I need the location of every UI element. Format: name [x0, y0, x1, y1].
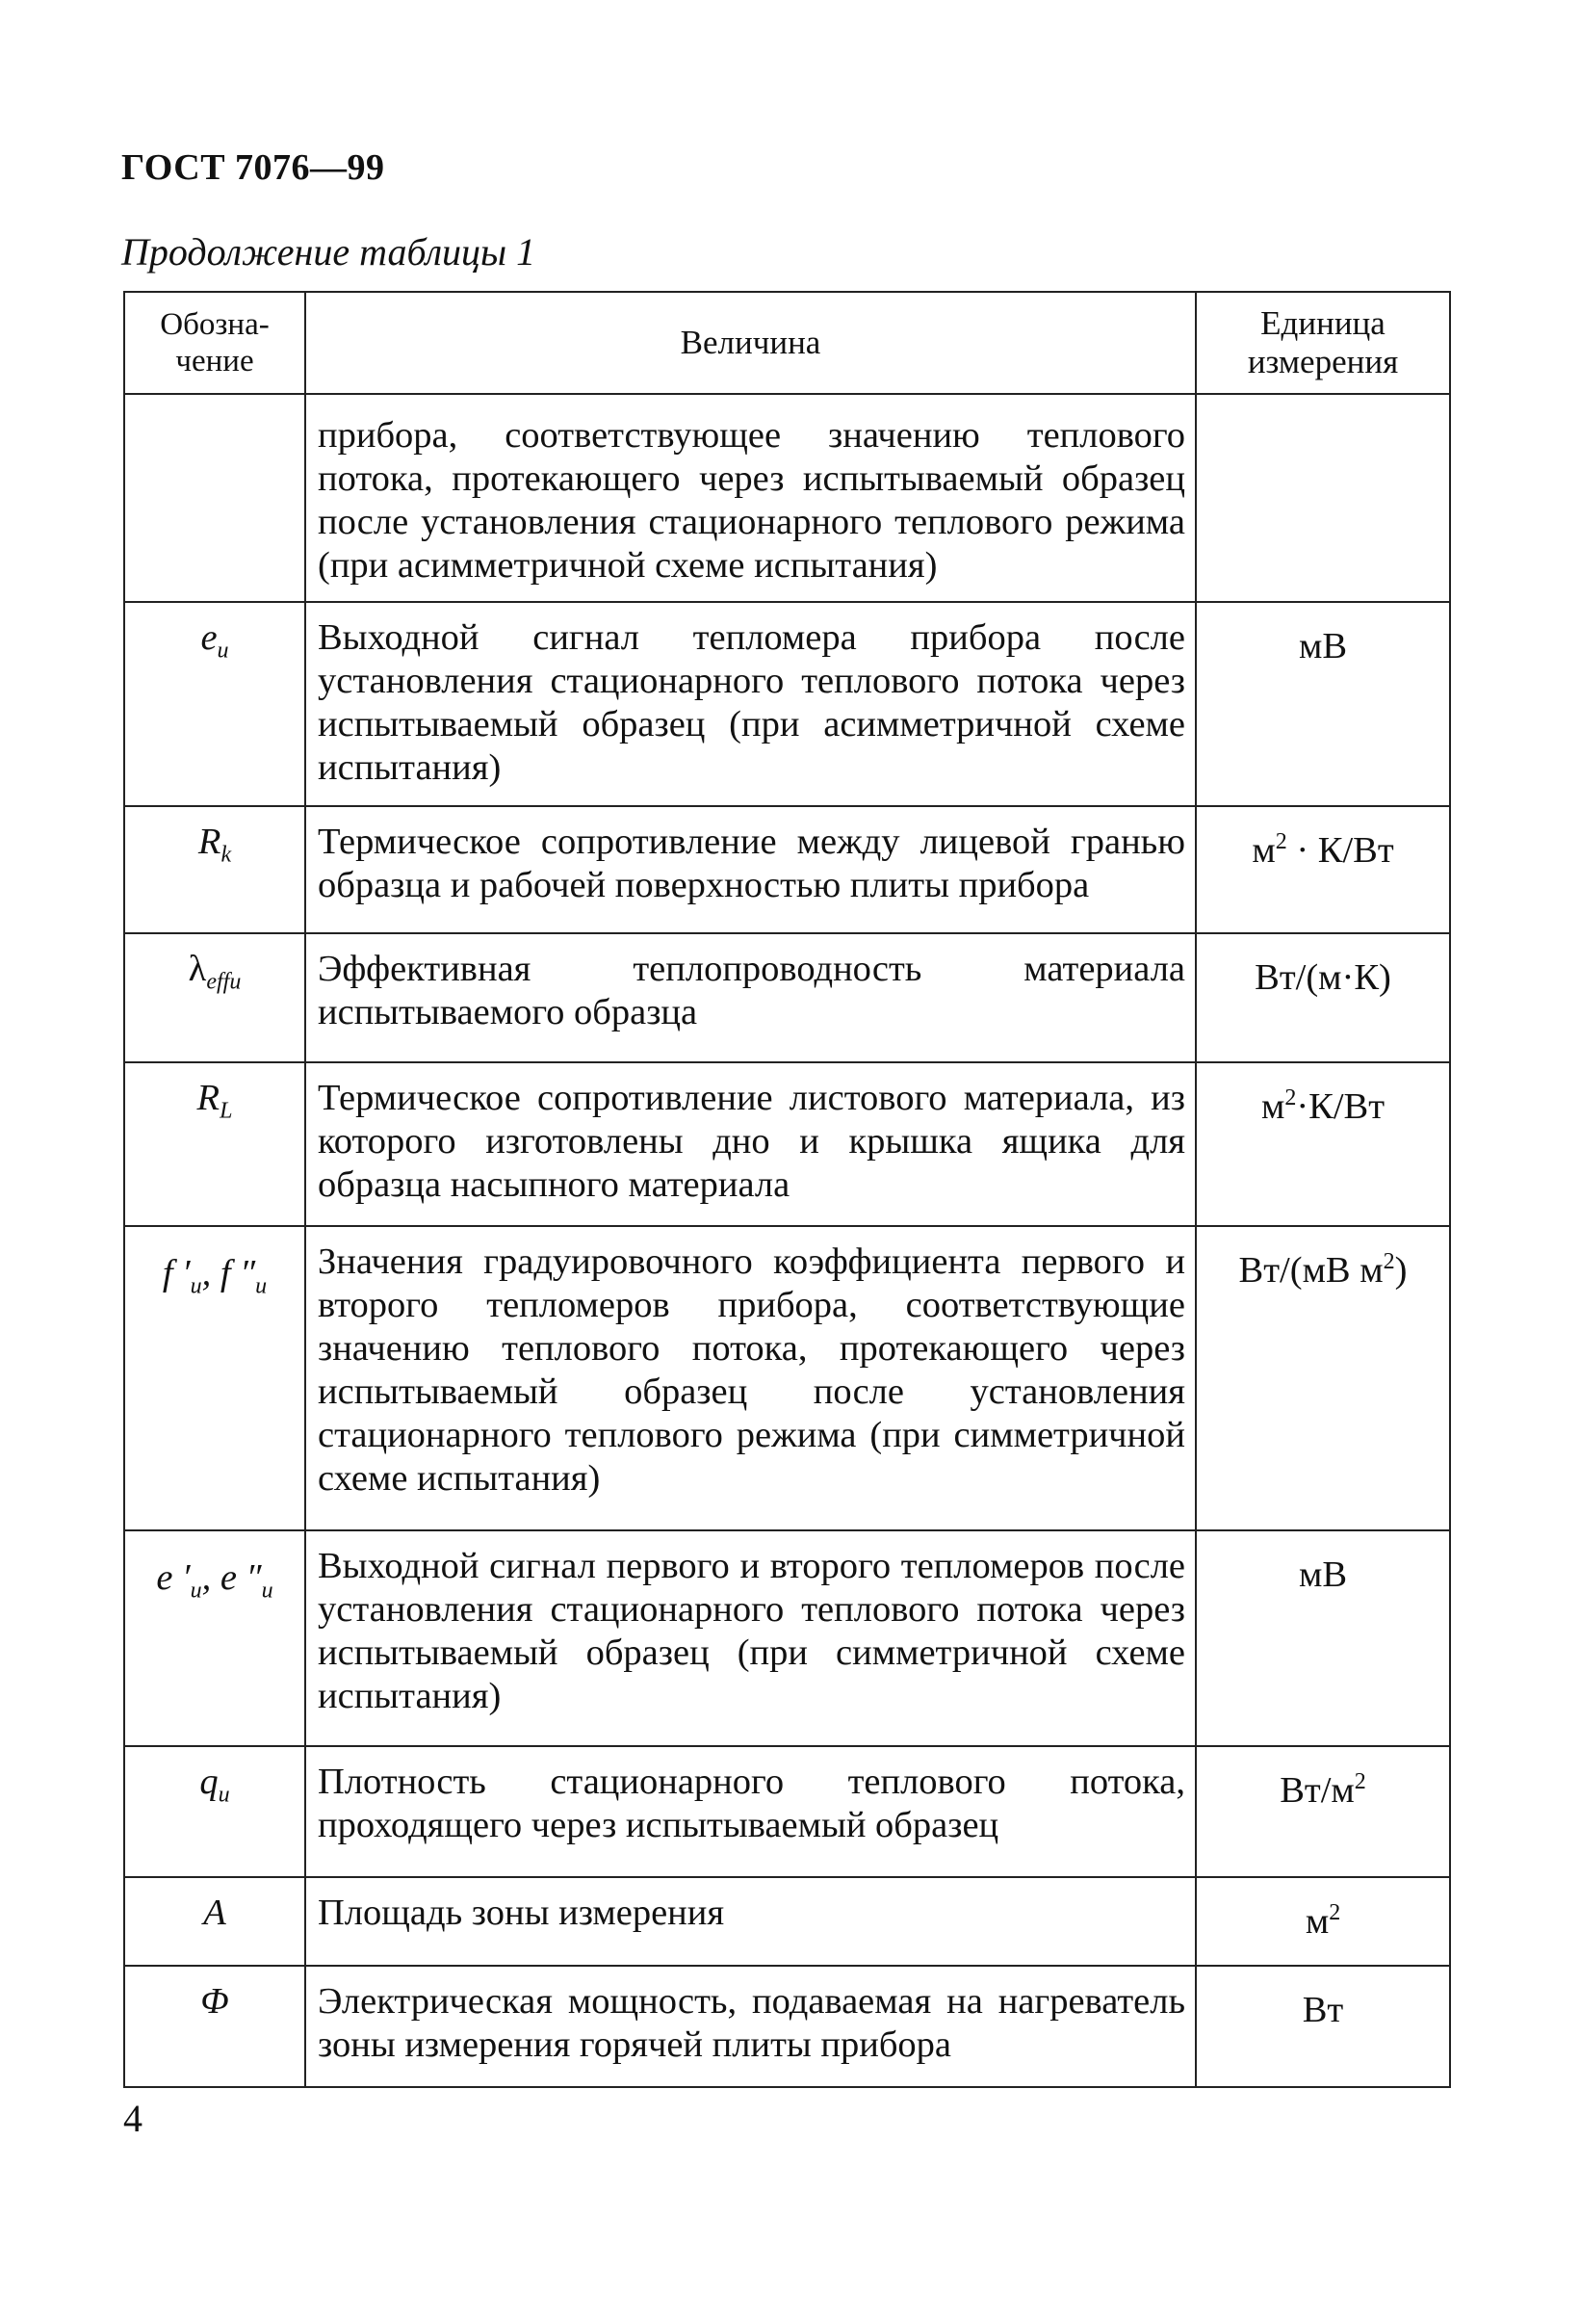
header-symbol: Обозна- чение [124, 292, 305, 394]
quantity-cell: Плотность стационарного теплового потока, проходящего через испытываемый образец [305, 1746, 1196, 1877]
unit-text: мВ [1298, 625, 1348, 666]
symbol-text: e ′ [156, 1557, 191, 1598]
unit-cell [1196, 1062, 1450, 1226]
symbol-subscript: effu [206, 969, 242, 995]
symbol-subscript: k [220, 842, 232, 868]
quantity-cell: Электрическая мощность, подаваемая на нагреватель зоны измерения горячей плиты прибора [305, 1966, 1196, 2087]
symbol-text: R [197, 822, 221, 862]
symbol-cell [124, 933, 305, 1062]
unit-text: м [1305, 1900, 1330, 1942]
page-number: 4 [123, 2097, 142, 2140]
unit-cell [1196, 933, 1450, 1062]
unit-cell [1196, 1877, 1450, 1966]
symbol-cell [124, 1530, 305, 1746]
table-row [124, 394, 1450, 602]
quantity-cell: Термическое сопротивление листового материала, из которого изготовлены дно и крышка ящика для образца насыпного материала [305, 1062, 1196, 1226]
unit-cell [1196, 1966, 1450, 2087]
symbol-subscript: u [218, 1782, 230, 1808]
symbol-cell [124, 806, 305, 933]
table-row [124, 806, 1450, 933]
table-header-row [124, 292, 1450, 394]
unit-tail: · К/Вт [1286, 829, 1394, 871]
unit-superscript: 2 [1354, 1769, 1366, 1794]
table-row [124, 933, 1450, 1062]
table-row [124, 1062, 1450, 1226]
table-row [124, 602, 1450, 806]
unit-cell [1196, 1746, 1450, 1877]
symbol-cell [124, 394, 305, 602]
symbol-second: , f ″ [201, 1253, 256, 1293]
symbol-text: Φ [200, 1981, 229, 2022]
symbol-cell [124, 1877, 305, 1966]
unit-superscript: 2 [1383, 1249, 1395, 1274]
symbol-second: , e ″ [201, 1557, 262, 1598]
unit-tail: ·К/Вт [1296, 1085, 1386, 1127]
symbol-cell [124, 1062, 305, 1226]
symbol-text: f ′ [162, 1253, 191, 1293]
unit-text: Вт [1302, 1989, 1344, 2030]
symbol-text: R [196, 1078, 220, 1118]
unit-cell [1196, 1530, 1450, 1746]
unit-superscript: 2 [1329, 1900, 1341, 1925]
unit-text: Вт/(м·К) [1255, 956, 1391, 998]
symbol-subscript: u [190, 1578, 202, 1604]
quantity-cell: прибора, соответствующее значению теплового потока, протекающего через испытываемый образец после установления стационарного теплового режима (при асимметричной схеме испытания) [305, 394, 1196, 602]
header-quantity: Величина [305, 292, 1196, 394]
symbol-second-subscript: u [255, 1273, 268, 1299]
quantity-cell: Выходной сигнал тепломера прибора после установления стационарного теплового потока через испытываемый образец (при асимметричной схеме испытания) [305, 602, 1196, 806]
unit-text: Вт/м [1280, 1769, 1355, 1811]
symbol-text: e [200, 617, 218, 658]
unit-cell [1196, 602, 1450, 806]
table-row [124, 1966, 1450, 2087]
unit-text: м [1260, 1085, 1285, 1127]
document-code: ГОСТ 7076—99 [121, 147, 385, 188]
symbol-subscript: L [220, 1098, 233, 1124]
symbol-second-subscript: u [261, 1578, 273, 1604]
quantity-cell: Выходной сигнал первого и второго тепломеров после установления стационарного теплового потока через испытываемый образец (при симметричной схеме испытания) [305, 1530, 1196, 1746]
unit-cell [1196, 1226, 1450, 1530]
table-row [124, 1877, 1450, 1966]
symbol-subscript: u [190, 1273, 202, 1299]
designations-table [123, 291, 1451, 2088]
table-row [124, 1746, 1450, 1877]
header-unit: Единица измерения [1196, 292, 1450, 394]
symbol-cell [124, 1966, 305, 2087]
unit-text: мВ [1298, 1554, 1348, 1595]
unit-cell [1196, 394, 1450, 602]
symbol-cell [124, 602, 305, 806]
symbol-cell [124, 1746, 305, 1877]
unit-text: м [1252, 829, 1276, 871]
unit-tail: ) [1394, 1249, 1408, 1291]
symbol-text: λ [188, 949, 207, 989]
unit-text: Вт/(мВ м [1238, 1249, 1384, 1291]
table-row [124, 1530, 1450, 1746]
unit-superscript: 2 [1275, 829, 1287, 854]
quantity-cell: Площадь зоны измерения [305, 1877, 1196, 1966]
symbol-subscript: u [217, 638, 229, 664]
symbol-cell [124, 1226, 305, 1530]
quantity-cell: Термическое сопротивление между лицевой гранью образца и рабочей поверхностью плиты прибора [305, 806, 1196, 933]
quantity-cell: Эффективная теплопроводность материала испытываемого образца [305, 933, 1196, 1062]
table-caption: Продолжение таблицы 1 [121, 230, 536, 274]
quantity-cell: Значения градуировочного коэффициента первого и второго тепломеров прибора, соответствующие значению теплового потока, протекающего через испытываемый образец после установления стационарного теплового режима (при симметричной схеме испытания) [305, 1226, 1196, 1530]
unit-superscript: 2 [1284, 1085, 1297, 1110]
table-row [124, 1226, 1450, 1530]
symbol-text: A [203, 1893, 226, 1933]
symbol-text: q [199, 1762, 219, 1802]
unit-cell [1196, 806, 1450, 933]
